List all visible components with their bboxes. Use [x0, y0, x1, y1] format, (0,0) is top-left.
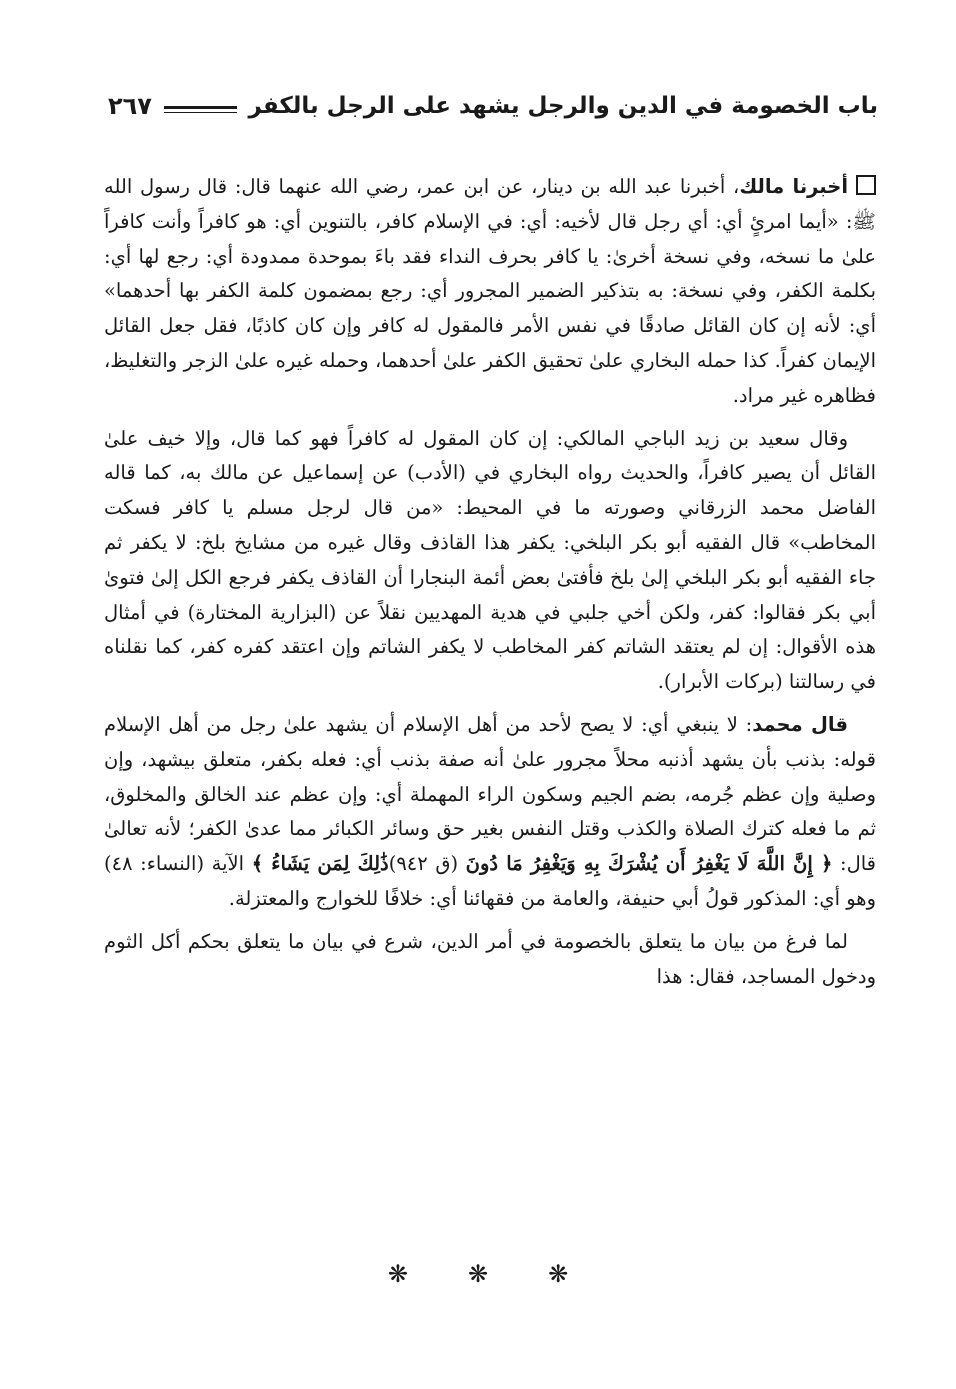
paragraph-lead: قال محمد: [752, 712, 848, 736]
manuscript-marker: (ق ٩٤٢): [388, 852, 459, 876]
page-number: ٢٦٧: [108, 92, 152, 120]
chapter-title: باب الخصومة في الدين والرجل يشهد على الرجل بالكفر: [248, 93, 878, 119]
paragraph-text: وقال سعيد بن زيد الباجي المالكي: إن كان المقول له كافراً فهو كما قال، وإلا خيف علىٰ القائل أن يصير كافراً، والحديث رواه البخاري في (الأدب) عن إسماعيل عن مالك به، كما قاله الفاضل محمد الزرقاني وصورته ما في المحيط: «من قال لرجل مسلم يا كافر فسكت المخاطب» قال الفقيه أبو بكر البلخي: يكفر هذا القاذف وقال غيره من مشايخ بلخ: لا يكفر ثم جاء الفقيه أبو بكر البلخي إلىٰ بلخ فأفتىٰ بعض أئمة البنجارا أن القاذف يكفر فرجع الكل إلىٰ فتوىٰ أبي بكر فقالوا: كفر، ولكن أخي جلبي في هدية المهديين نقلاً عن (البزارية المختارة) في أمثال هذه الأقوال: إن لم يعتقد الشاتم كفر المخاطب لا يكفر الشاتم وإن اعتقد كفره كفر، كما نقلناه في رسالتنا (بركات الأبرار).: [104, 426, 876, 694]
paragraph-4: [104, 925, 876, 995]
paragraph-lead: أخبرنا مالك: [739, 175, 849, 198]
paragraph-2: [104, 422, 876, 700]
page-body: [104, 170, 876, 1002]
asterism-icon: ❋: [467, 1260, 489, 1288]
section-ornaments: [0, 1262, 956, 1286]
running-header: [108, 86, 878, 126]
asterism-icon: ❋: [548, 1260, 569, 1288]
paragraph-text-continued: الآية (النساء: ٤٨) وهو أي: المذكور قولُ أبي حنيفة، والعامة من فقهائنا أي: خلافًا للخوارج والمعتزلة.: [104, 852, 876, 910]
checkbox-square-icon: [856, 175, 876, 195]
paragraph-text: لما فرغ من بيان ما يتعلق بالخصومة في أمر الدين، شرع في بيان ما يتعلق بحكم أكل الثوم ودخول المساجد، فقال: هذا: [104, 929, 876, 988]
header-rule: [164, 106, 237, 113]
paragraph-3: [104, 708, 876, 917]
paragraph-text: ، أخبرنا عبد الله بن دينار، عن ابن عمر، رضي الله عنهما قال: قال رسول الله ﷺ: «أيما امرئٍ أي: أي رجل قال لأخيه: أي: في الإسلام كافر، بالتنوين أي: هو كافراً وأنت كافراً علىٰ ما نسخه، وفي نسخة أخرىٰ: يا كافر بحرف النداء فقد باءَ بموحدة ممدودة أي: رجع لها أي: بكلمة الكفر، وفي نسخة: به بتذكير الضمير المجرور أي: رجع بمضمون كلمة الكفر بها أحدهما» أي: لأنه إن كان القائل صادقًا في نفس الأمر فالمقول له كافر وإن كان كاذبًا، فقل جعل القائل الإيمان كفراً. كذا حمله البخاري علىٰ تحقيق الكفر علىٰ أحدهما، وحمله غيره علىٰ الزجر والتغليظ، فظاهره غير مراد.: [104, 175, 876, 407]
paragraph-text: : لا ينبغي أي: لا يصح لأحد من أهل الإسلام أن يشهد علىٰ رجل من أهل الإسلام قوله: بذنب بأن يشهد أذنبه محلاً مجرور علىٰ أنه صفة بذنب أي: فعله بكفر، متعلق بيشهد، وإن وصلية وإن عظم جُرمه، بضم الجيم وسكون الراء المهملة أي: وإن عظم عند الخالق والمخلوق، ثم ما فعله كترك الصلاة والكذب وقتل النفس بغير حق وسائر الكبائر مما عدىٰ الكفر؛ لأنه تعالىٰ قال:: [104, 712, 877, 876]
quran-verse: ﴿ إِنَّ اللَّهَ لَا يَغْفِرُ أَن يُشْرَكَ بِهِ وَيَغْفِرُ مَا دُونَ: [465, 852, 833, 876]
paragraph-1: [104, 170, 876, 414]
quran-verse-continued: ذَٰلِكَ لِمَن يَشَاءُ ﴾: [251, 852, 389, 876]
asterism-icon: ❋: [387, 1260, 408, 1288]
